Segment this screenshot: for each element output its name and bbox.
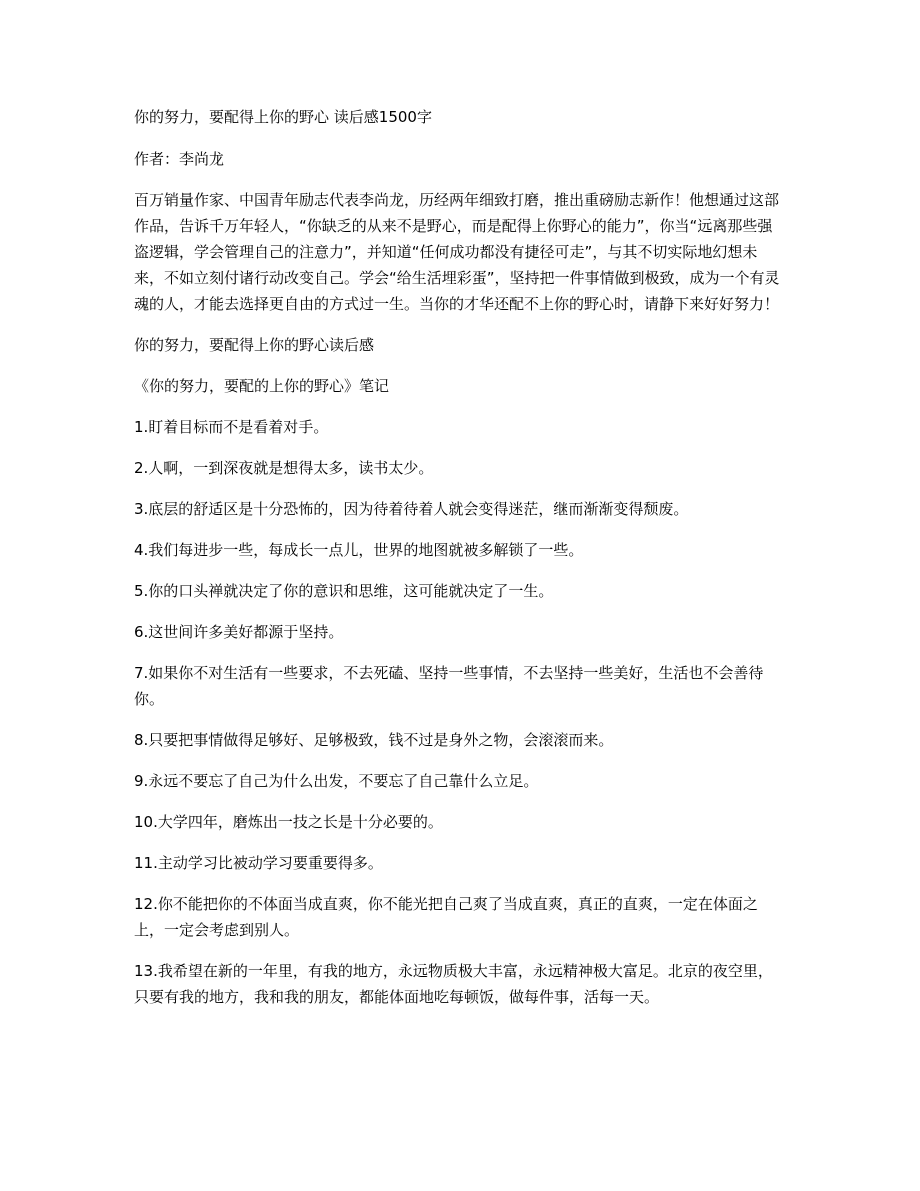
note-item-8: 8.只要把事情做得足够好、足够极致，钱不过是身外之物，会滚滚而来。 — [134, 731, 614, 749]
notes-heading: 《你的努力，要配的上你的野心》笔记 — [134, 377, 390, 395]
note-item-13: 13.我希望在新的一年里，有我的地方，永远物质极大丰富，永远精神极大富足。北京的夜空里，只要有我的地方，我和我的朋友，都能体面地吃每顿饭，做每件事，活每一天。 — [134, 962, 773, 1006]
note-item-12: 12.你不能把你的不体面当成直爽，你不能光把自己爽了当成直爽，真正的直爽，一定在体面之上，一定会考虑到别人。 — [134, 895, 758, 939]
note-item-3: 3.底层的舒适区是十分恐怖的，因为待着待着人就会变得迷茫，继而渐渐变得颓废。 — [134, 500, 689, 518]
note-item-1: 1.盯着目标而不是看着对手。 — [134, 418, 329, 436]
document-body — [134, 104, 784, 1010]
note-item-5: 5.你的口头禅就决定了你的意识和思维，这可能就决定了一生。 — [134, 582, 554, 600]
note-item-7: 7.如果你不对生活有一些要求，不去死磕、坚持一些事情，不去坚持一些美好，生活也不会善待你。 — [134, 664, 764, 708]
note-item-4: 4.我们每进步一些，每成长一点儿，世界的地图就被多解锁了一些。 — [134, 541, 584, 559]
author-line: 作者：李尚龙 — [134, 150, 225, 168]
document-title: 你的努力，要配得上你的野心 读后感1500字 — [134, 108, 432, 126]
intro-paragraph: 百万销量作家、中国青年励志代表李尚龙，历经两年细致打磨，推出重磅励志新作！他想通过这部作品，告诉千万年轻人，“你缺乏的从来不是野心，而是配得上你野心的能力”，你当“远离那些强盗逻辑，学会管理自己的注意力”，并知道“任何成功都没有捷径可走”，与其不切实际地幻想未来，不如立刻付诸行动改变自己。学会“给生活埋彩蛋”，坚持把一件事情做到极致，成为一个有灵魂的人，才能去选择更自由的方式过一生。当你的才华还配不上你的野心时，请静下来好好努力！ — [134, 191, 780, 313]
review-subtitle: 你的努力，要配得上你的野心读后感 — [134, 336, 375, 354]
note-item-9: 9.永远不要忘了自己为什么出发，不要忘了自己靠什么立足。 — [134, 772, 539, 790]
note-item-6: 6.这世间许多美好都源于坚持。 — [134, 623, 344, 641]
note-item-10: 10.大学四年，磨炼出一技之长是十分必要的。 — [134, 813, 443, 831]
note-item-11: 11.主动学习比被动学习要重要得多。 — [134, 854, 383, 872]
note-item-2: 2.人啊，一到深夜就是想得太多，读书太少。 — [134, 459, 434, 477]
